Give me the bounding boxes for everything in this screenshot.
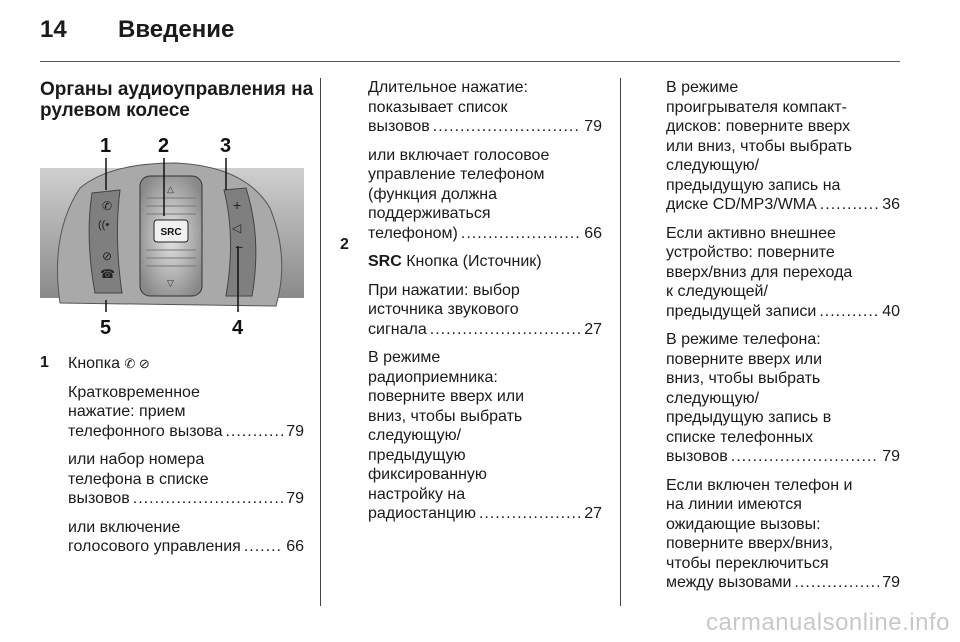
col2-para-2 (368, 146, 602, 244)
text-line: В режиме телефона: (666, 331, 821, 348)
page-reference: телефоном) ..... 66 (368, 224, 602, 244)
column-1-text (68, 354, 304, 566)
item-1-para-2 (68, 450, 304, 509)
text-line: Длительное нажатие: (368, 79, 528, 96)
text-line: следующую/ (368, 427, 462, 444)
text-line: ожидающие вызовы: (666, 515, 821, 533)
text-line: предыдущую запись в (666, 409, 832, 426)
page-reference: вызовов ..... 79 (68, 489, 304, 509)
item-1-para-1 (68, 383, 304, 442)
phone-voice-icons: ✆ ⊘ (124, 356, 150, 371)
volume-up-icon: + (233, 197, 242, 213)
watermark: carmanualsonline.info (706, 609, 950, 636)
text-line: вниз, чтобы выбрать (666, 370, 821, 387)
column-3-text (666, 78, 900, 602)
page-reference: предыдущей записи ..... 40 (666, 302, 900, 322)
text-line: телефона в списке (68, 470, 209, 488)
speaker-icon: ◁ (232, 221, 242, 235)
page-reference: между вызовами ..... 79 (666, 573, 900, 593)
text-line: дисков: поверните вверх (666, 118, 851, 135)
text-line: настройку на (368, 485, 466, 503)
col3-para-3 (666, 330, 900, 467)
text-line: проигрывателя компакт- (666, 98, 847, 116)
text-line: или включает голосовое (368, 146, 550, 164)
text-line: поверните вверх или (368, 388, 525, 405)
col2-para-4 (368, 348, 602, 524)
text-line: радиоприемника: (368, 368, 498, 386)
col3-para-1 (666, 78, 900, 215)
text-line: поверните вверх/вниз, (666, 535, 833, 552)
page-reference: телефонного вызова ..... 79 (68, 422, 304, 442)
page-reference: вызовов ..... 79 (368, 117, 602, 137)
item-1-para-3 (68, 518, 304, 557)
phone-icon: ✆ (102, 199, 113, 213)
text-line: к следующей/ (666, 283, 768, 300)
mute-icon: ⊘ (102, 249, 113, 263)
src-button-label: SRC (160, 227, 182, 238)
text-line: Если активно внешнее (666, 224, 836, 242)
text-line: поддерживаться (368, 205, 491, 222)
column-2-text (368, 78, 602, 533)
page-reference: диске CD/MP3/WMA ..... 36 (666, 195, 900, 215)
col3-para-4 (666, 476, 900, 593)
section-title-line: Органы аудиоуправления на (40, 79, 314, 100)
text-line: или включение (68, 518, 181, 536)
text-line: Кратковременное (68, 383, 200, 401)
col2-para-1 (368, 78, 602, 137)
text-line: В режиме (666, 79, 739, 96)
section-title (40, 79, 313, 121)
callout-2: 2 (158, 135, 170, 157)
text-line: фиксированную (368, 466, 487, 483)
text-line: вверх/вниз для перехода (666, 263, 853, 281)
text-line: При нажатии: выбор (368, 281, 520, 299)
item-1-number: 1 (40, 354, 49, 371)
page-reference: голосового управления ..... 66 (68, 537, 304, 557)
text-line: управление телефоном (368, 166, 545, 183)
text-line: предыдущую запись на (666, 176, 841, 194)
voice-icon: ((• (98, 219, 110, 231)
steering-wheel-controls-image (40, 128, 304, 340)
callout-5: 5 (100, 317, 112, 339)
text-line: нажатие: прием (68, 403, 186, 420)
item-1-label: Кнопка (68, 355, 120, 372)
arrow-up-icon: △ (167, 184, 174, 194)
text-line: Если включен телефон и (666, 476, 853, 494)
callout-1: 1 (100, 135, 112, 157)
text-line: вниз, чтобы выбрать (368, 407, 523, 425)
item-2-heading (368, 252, 602, 272)
text-line: списке телефонных (666, 428, 814, 446)
callout-3: 3 (220, 135, 232, 157)
text-line: показывает список (368, 98, 508, 116)
item-1-heading (68, 354, 304, 374)
text-line: следующую/ (666, 389, 760, 407)
col2-para-3 (368, 281, 602, 340)
page-reference: сигнала ..... 27 (368, 320, 602, 340)
text-line: поверните вверх или (666, 350, 823, 368)
page-reference: радиостанцию ..... 27 (368, 504, 602, 524)
section-title-line: рулевом колесе (40, 100, 190, 121)
text-line: источника звукового (368, 301, 519, 318)
volume-down-icon: − (235, 239, 244, 255)
src-label: SRC (368, 253, 402, 270)
text-line: или вниз, чтобы выбрать (666, 137, 852, 155)
col3-para-2 (666, 224, 900, 322)
item-2-label: Кнопка (Источник) (406, 253, 542, 270)
item-2-number: 2 (340, 236, 349, 253)
text-line: предыдущую (368, 446, 466, 464)
hangup-icon: ☎ (100, 267, 115, 281)
callout-4: 4 (232, 317, 244, 339)
text-line: на линии имеются (666, 496, 802, 513)
text-line: или набор номера (68, 451, 205, 468)
column-divider-1 (320, 78, 321, 606)
text-line: (функция должна (368, 185, 498, 203)
text-line: чтобы переключиться (666, 554, 829, 572)
page-reference: вызовов ..... 79 (666, 447, 900, 467)
text-line: следующую/ (666, 157, 760, 174)
arrow-down-icon: ▽ (167, 278, 174, 288)
chapter-title: Введение (118, 16, 235, 43)
column-divider-2 (620, 78, 621, 606)
text-line: В режиме (368, 349, 441, 366)
text-line: устройство: поверните (666, 244, 835, 261)
page-number: 14 (40, 16, 67, 43)
header-rule (40, 61, 900, 62)
